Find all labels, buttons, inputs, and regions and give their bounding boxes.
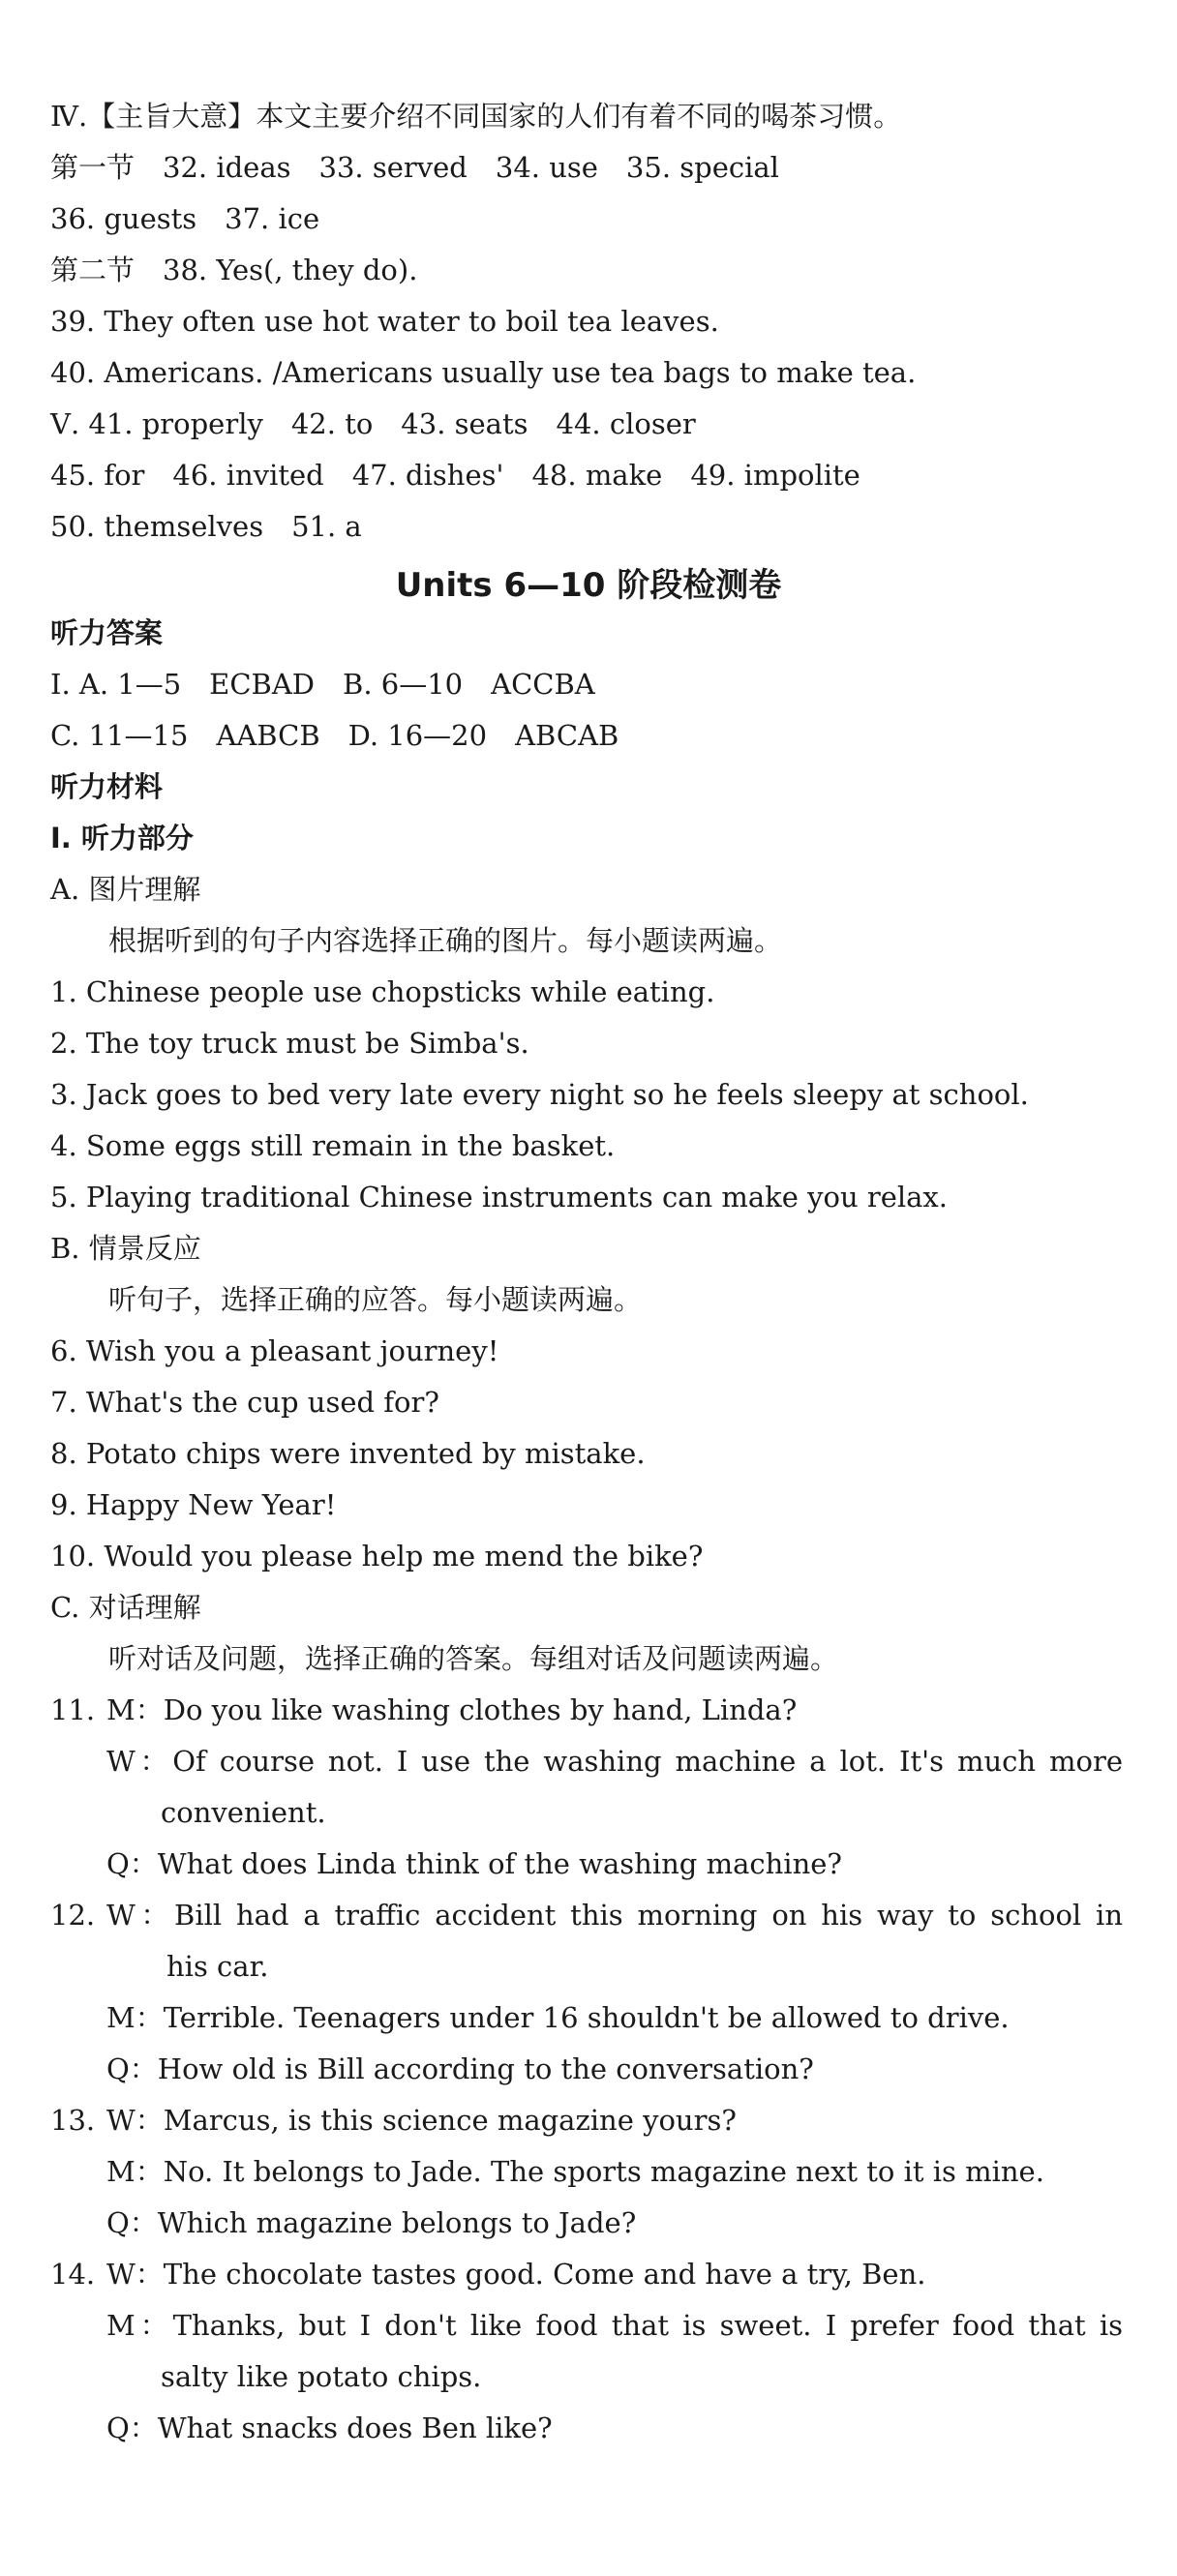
dialogue-line: salty like potato chips. bbox=[161, 2360, 482, 2393]
section-title: Units 6—10 阶段检测卷 bbox=[395, 566, 782, 605]
answer-line: C. 11—15 AABCB D. 16—20 ABCAB bbox=[50, 719, 619, 752]
answer-line: 45. for 46. invited 47. dishes' 48. make 49. impolite bbox=[50, 459, 860, 492]
dialogue-number: 13. bbox=[50, 2104, 96, 2137]
list-item: 4. Some eggs still remain in the basket. bbox=[50, 1129, 616, 1162]
dialogue-question: Q：Which magazine belongs to Jade? bbox=[106, 2206, 637, 2239]
dialogue-number: 12. bbox=[50, 1899, 96, 1932]
answer-line: 36. guests 37. ice bbox=[50, 202, 320, 235]
list-item: 8. Potato chips were invented by mistake. bbox=[50, 1437, 646, 1470]
dialogue-question: Q：What does Linda think of the washing machine? bbox=[106, 1847, 842, 1880]
dialogue-question: Q：How old is Bill according to the conversation? bbox=[106, 2052, 814, 2085]
answer-line: 第二节 38. Yes(, they do). bbox=[50, 254, 418, 286]
dialogue-line: convenient. bbox=[161, 1796, 326, 1829]
dialogue-line: M：Do you like washing clothes by hand, Linda? bbox=[106, 1693, 798, 1726]
part-b-instruction: 听句子，选择正确的应答。每小题读两遍。 bbox=[108, 1283, 643, 1316]
list-item: 9. Happy New Year! bbox=[50, 1488, 337, 1521]
part-b-heading: B. 情景反应 bbox=[50, 1232, 201, 1265]
dialogue-line: W：Of course not. I use the washing machine a lot. It's much more bbox=[106, 1745, 1123, 1778]
dialogue-question: Q：What snacks does Ben like? bbox=[106, 2411, 553, 2444]
list-item: 6. Wish you a pleasant journey! bbox=[50, 1334, 499, 1367]
list-item: 1. Chinese people use chopsticks while eating. bbox=[50, 975, 715, 1008]
list-item: 10. Would you please help me mend the bike? bbox=[50, 1540, 704, 1573]
dialogue-number: 11. bbox=[50, 1693, 96, 1726]
part-a-instruction: 根据听到的句子内容选择正确的图片。每小题读两遍。 bbox=[108, 924, 783, 957]
answer-line: 50. themselves 51. a bbox=[50, 510, 362, 543]
list-item: 3. Jack goes to bed very late every night so he feels sleepy at school. bbox=[50, 1078, 1029, 1111]
dialogue-line: M：Thanks, but I don't like food that is sweet. I prefer food that is bbox=[106, 2309, 1123, 2342]
dialogue-line: W：The chocolate tastes good. Come and have a try, Ben. bbox=[106, 2258, 926, 2291]
answer-line: Ⅰ. A. 1—5 ECBAD B. 6—10 ACCBA bbox=[50, 668, 595, 701]
dialogue-line: W：Bill had a traffic accident this morning on his way to school in bbox=[106, 1899, 1123, 1932]
dialogue-line: W：Marcus, is this science magazine yours? bbox=[106, 2104, 737, 2137]
part-c-heading: C. 对话理解 bbox=[50, 1591, 201, 1624]
answer-line: 40. Americans. /Americans usually use tea bags to make tea. bbox=[50, 356, 917, 389]
dialogue-number: 14. bbox=[50, 2258, 96, 2291]
listening-answers-heading: 听力答案 bbox=[50, 616, 164, 649]
part-c-instruction: 听对话及问题，选择正确的答案。每组对话及问题读两遍。 bbox=[108, 1642, 839, 1675]
answer-line: 39. They often use hot water to boil tea leaves. bbox=[50, 305, 719, 338]
list-item: 5. Playing traditional Chinese instruments can make you relax. bbox=[50, 1181, 949, 1213]
dialogue-line: his car. bbox=[166, 1950, 269, 1983]
list-item: 2. The toy truck must be Simba's. bbox=[50, 1027, 529, 1060]
answer-line: Ⅴ. 41. properly 42. to 43. seats 44. closer bbox=[50, 407, 696, 440]
answer-line: 第一节 32. ideas 33. served 34. use 35. special bbox=[50, 151, 779, 184]
main-idea-line: Ⅳ.【主旨大意】本文主要介绍不同国家的人们有着不同的喝茶习惯。 bbox=[50, 100, 902, 133]
dialogue-line: M：No. It belongs to Jade. The sports magazine next to it is mine. bbox=[106, 2155, 1044, 2188]
dialogue-line: M：Terrible. Teenagers under 16 shouldn't be allowed to drive. bbox=[106, 2001, 1010, 2034]
part-heading: Ⅰ. 听力部分 bbox=[50, 822, 194, 854]
list-item: 7. What's the cup used for? bbox=[50, 1386, 439, 1419]
part-a-heading: A. 图片理解 bbox=[50, 873, 201, 906]
listening-material-heading: 听力材料 bbox=[50, 770, 164, 803]
